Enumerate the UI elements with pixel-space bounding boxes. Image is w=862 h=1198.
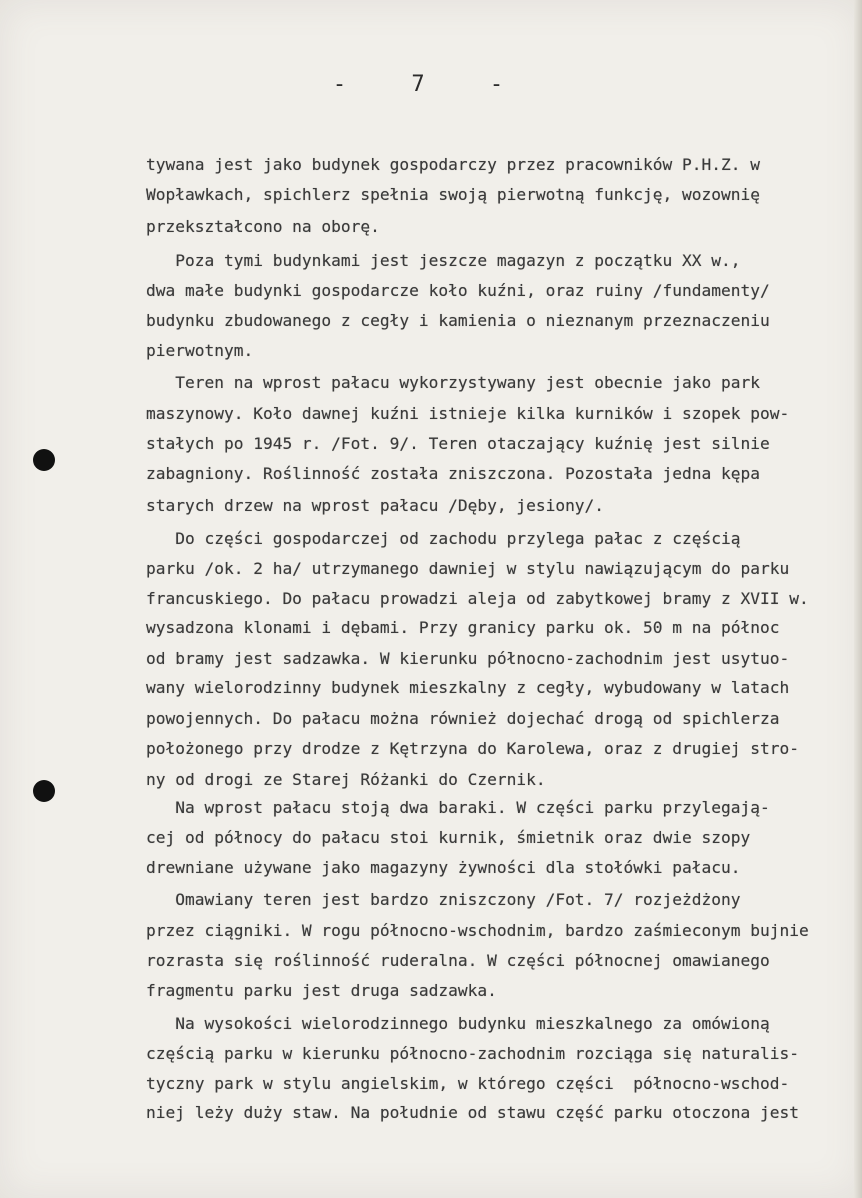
text-line: dwa małe budynki gospodarcze koło kuźni, oraz ruiny /fundamenty/ — [146, 281, 770, 300]
text-line: powojennych. Do pałacu można również dojechać drogą od spichlerza — [146, 709, 780, 728]
text-line: wany wielorodzinny budynek mieszkalny z cegły, wybudowany w latach — [146, 678, 790, 697]
text-line: Poza tymi budynkami jest jeszcze magazyn z początku XX w., — [146, 251, 741, 270]
punch-hole-lower — [33, 780, 55, 802]
text-line: ny od drogi ze Starej Różanki do Czernik. — [146, 770, 546, 789]
text-line: budynku zbudowanego z cegły i kamienia o nieznanym przeznaczeniu — [146, 311, 770, 330]
text-line: cej od północy do pałacu stoi kurnik, śmietnik oraz dwie szopy — [146, 828, 751, 847]
text-line: położonego przy drodze z Kętrzyna do Karolewa, oraz z drugiej stro- — [146, 739, 799, 758]
text-line: zabagniony. Roślinność została zniszczona. Pozostała jedna kępa — [146, 464, 760, 483]
text-line: od bramy jest sadzawka. W kierunku północno-zachodnim jest usytuo- — [146, 649, 790, 668]
text-line: Wopławkach, spichlerz spełnia swoją pierwotną funkcję, wozownię — [146, 185, 760, 204]
text-line: starych drzew na wprost pałacu /Dęby, jesiony/. — [146, 496, 605, 515]
text-line: drewniane używane jako magazyny żywności dla stołówki pałacu. — [146, 858, 741, 877]
text-line: francuskiego. Do pałacu prowadzi aleja od zabytkowej bramy z XVII w. — [146, 589, 809, 608]
text-line: tyczny park w stylu angielskim, w którego części północno-wschod- — [146, 1074, 790, 1093]
text-line: częścią parku w kierunku północno-zachodnim rozciąga się naturalis- — [146, 1044, 799, 1063]
text-line: maszynowy. Koło dawnej kuźni istnieje kilka kurników i szopek pow- — [146, 404, 790, 423]
text-line: wysadzona klonami i dębami. Przy granicy parku ok. 50 m na północ — [146, 618, 780, 637]
page-number: - 7 - — [332, 72, 530, 97]
text-line: Na wprost pałacu stoją dwa baraki. W części parku przylegają- — [146, 798, 770, 817]
text-line: niej leży duży staw. Na południe od stawu część parku otoczona jest — [146, 1103, 799, 1122]
text-line: stałych po 1945 r. /Fot. 9/. Teren otaczający kuźnię jest silnie — [146, 434, 770, 453]
text-line: Omawiany teren jest bardzo zniszczony /Fot. 7/ rozjeżdżony — [146, 890, 741, 909]
text-line: przekształcono na oborę. — [146, 217, 380, 236]
text-line: rozrasta się roślinność ruderalna. W części północnej omawianego — [146, 951, 770, 970]
paper-edge — [854, 0, 862, 1198]
text-line: fragmentu parku jest druga sadzawka. — [146, 981, 497, 1000]
text-line: Teren na wprost pałacu wykorzystywany jest obecnie jako park — [146, 373, 760, 392]
text-line: parku /ok. 2 ha/ utrzymanego dawniej w stylu nawiązującym do parku — [146, 559, 790, 578]
text-line: Na wysokości wielorodzinnego budynku mieszkalnego za omówioną — [146, 1014, 770, 1033]
punch-hole-upper — [33, 449, 55, 471]
text-line: tywana jest jako budynek gospodarczy przez pracowników P.H.Z. w — [146, 155, 760, 174]
text-line: pierwotnym. — [146, 341, 254, 360]
text-line: Do części gospodarczej od zachodu przylega pałac z częścią — [146, 529, 741, 548]
text-line: przez ciągniki. W rogu północno-wschodnim, bardzo zaśmieconym bujnie — [146, 921, 809, 940]
